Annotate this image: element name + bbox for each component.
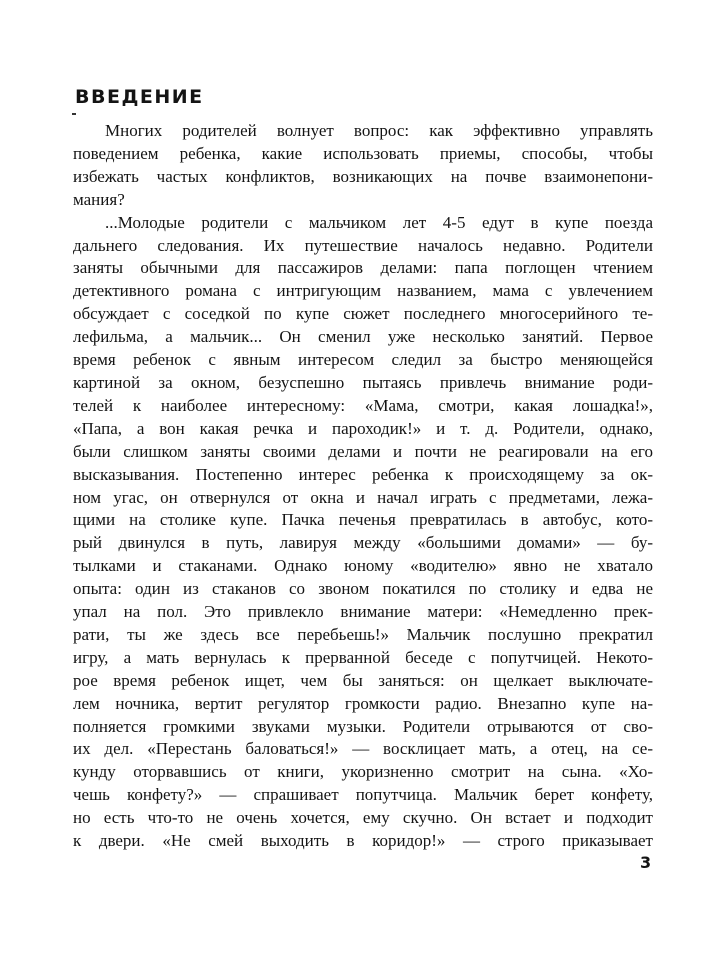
text-line: ...Молодые родители с мальчиком лет 4-5 едут в купе поезда — [105, 212, 653, 232]
text-line: полняется громкими звуками музыки. Родители отрываются от сво- — [73, 716, 653, 736]
text-line: кунду оторвавшись от книги, укоризненно смотрит на сына. «Хо- — [73, 762, 653, 782]
text-line: были слишком заняты своими делами и почти не реагировали на его — [73, 441, 653, 461]
text-line: мания? — [73, 189, 125, 209]
text-line: рый двинулся в путь, лавируя между «большими домами» — бу- — [73, 533, 653, 553]
text-line: лем ночника, вертит регулятор громкости радио. Внезапно купе на- — [73, 693, 653, 713]
text-line: чешь конфету?» — спрашивает попутчица. Мальчик берет конфету, — [73, 785, 653, 805]
text-line: заняты обычными для пассажиров делами: папа поглощен чтением — [73, 258, 653, 278]
body-text — [73, 120, 653, 853]
text-line: обсуждает с соседкой по купе сюжет последнего многосерийного те- — [73, 304, 653, 324]
text-line: игру, а мать вернулась к прерванной беседе с попутчицей. Некото- — [73, 647, 653, 667]
chapter-heading: ВВЕДЕНИЕ — [75, 86, 204, 108]
text-line: их дел. «Перестань баловаться!» — восклицает мать, а отец, на се- — [73, 739, 653, 759]
text-line: ном угас, он отвернулся от окна и начал играть с предметами, лежа- — [73, 487, 653, 507]
text-line: упал на пол. Это привлекло внимание матери: «Немедленно прек- — [73, 602, 653, 622]
text-line: время ребенок с явным интересом следил за быстро меняющейся — [73, 350, 653, 370]
text-line: телей к наиболее интересному: «Мама, смотри, какая лошадка!», — [73, 395, 653, 415]
text-line: дальнего следования. Их путешествие началось недавно. Родители — [73, 235, 653, 255]
text-line: к двери. «Не смей выходить в коридор!» — строго приказывает — [73, 831, 653, 851]
text-line: рати, ты же здесь все перебьешь!» Мальчик послушно прекратил — [73, 624, 653, 644]
text-line: тылками и стаканами. Однако юному «водителю» явно не хватало — [73, 556, 653, 576]
text-line: опыта: один из стаканов со звоном покатился по столику и едва не — [73, 579, 653, 599]
text-line: «Папа, а вон какая речка и пароходик!» и т. д. Родители, однако, — [73, 418, 653, 438]
text-line: но есть что-то не очень хочется, ему скучно. Он встает и подходит — [73, 808, 653, 828]
page-number: 3 — [640, 853, 652, 872]
text-line: Многих родителей волнует вопрос: как эффективно управлять — [105, 121, 653, 140]
text-line: поведением ребенка, какие использовать приемы, способы, чтобы — [73, 143, 653, 163]
text-line: избежать частых конфликтов, возникающих на почве взаимонепони- — [73, 166, 653, 186]
text-line: детективного романа с интригующим названием, мама с увлечением — [73, 281, 653, 301]
text-line: высказывания. Постепенно интерес ребенка к происходящему за ок- — [73, 464, 653, 484]
text-line: рое время ребенок ищет, чем бы заняться: он щелкает выключате- — [73, 670, 653, 690]
print-speck — [72, 113, 76, 115]
text-line: картиной за окном, безуспешно пытаясь привлечь внимание роди- — [73, 372, 653, 392]
text-line: лефильма, а мальчик... Он сменил уже несколько занятий. Первое — [73, 327, 653, 347]
text-line: щими на столике купе. Пачка печенья превратилась в автобус, кото- — [73, 510, 653, 530]
